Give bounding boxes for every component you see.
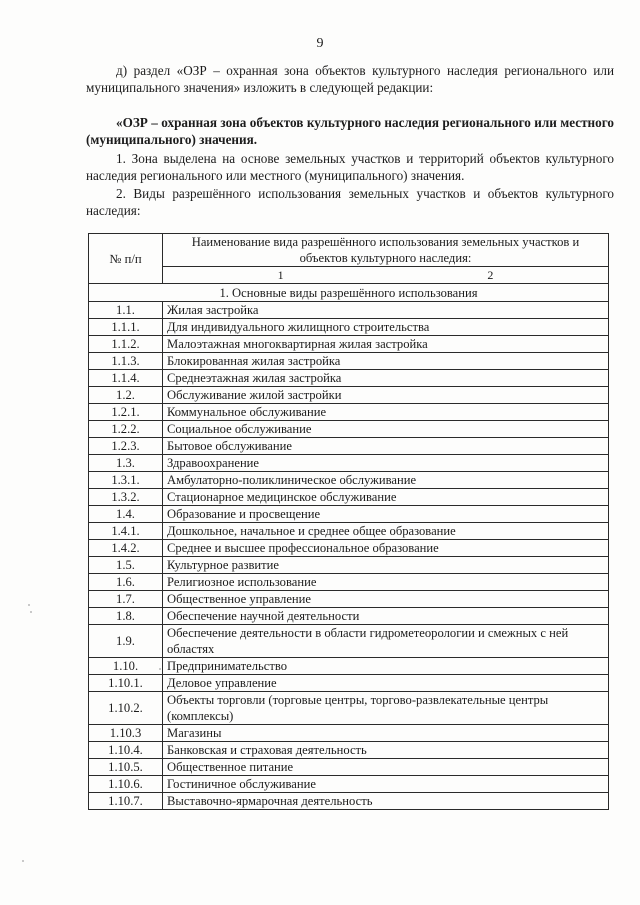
- row-name: Обеспечение деятельности в области гидрометеорологии и смежных с ней областях: [163, 625, 609, 658]
- row-name: Предпринимательство: [163, 658, 609, 675]
- row-number: 1.10.2.: [89, 692, 163, 725]
- table-row: [89, 608, 609, 625]
- paragraph-point-1: 1. Зона выделена на основе земельных участков и территорий объектов культурного наследия регионального или местного (муниципального) значения.: [86, 151, 614, 183]
- row-name: Для индивидуального жилищного строительства: [163, 319, 609, 336]
- row-name: Социальное обслуживание: [163, 421, 609, 438]
- row-name: Дошкольное, начальное и среднее общее образование: [163, 523, 609, 540]
- page-number: 9: [316, 36, 324, 51]
- table-row: [89, 370, 609, 387]
- row-number: 1.1.: [89, 302, 163, 319]
- table-row: [89, 336, 609, 353]
- row-number: 1.10.4.: [89, 742, 163, 759]
- row-name: Общественное питание: [163, 759, 609, 776]
- row-name: Объекты торговли (торговые центры, торгово-развлекательные центры (комплексы): [163, 692, 609, 725]
- row-name: Гостиничное обслуживание: [163, 776, 609, 793]
- row-name: Деловое управление: [163, 675, 609, 692]
- table-row: [89, 353, 609, 370]
- table-row: [89, 675, 609, 692]
- row-number: 1.3.2.: [89, 489, 163, 506]
- table-row: [89, 776, 609, 793]
- row-number: 1.1.4.: [89, 370, 163, 387]
- table-row: [89, 742, 609, 759]
- row-number: 1.3.1.: [89, 472, 163, 489]
- table-row: [89, 540, 609, 557]
- column-index-1: 1: [277, 268, 284, 282]
- table-row: [89, 404, 609, 421]
- table-row: [89, 438, 609, 455]
- table-row: [89, 387, 609, 404]
- table-header-row: [89, 234, 609, 267]
- row-name: Среднеэтажная жилая застройка: [163, 370, 609, 387]
- scan-speck: [159, 668, 161, 670]
- row-name: Здравоохранение: [163, 455, 609, 472]
- table-row: [89, 591, 609, 608]
- table-row: [89, 658, 609, 675]
- table-row: [89, 625, 609, 658]
- row-number: 1.5.: [89, 557, 163, 574]
- row-number: 1.10.: [89, 658, 163, 675]
- row-number: 1.10.1.: [89, 675, 163, 692]
- table-row: [89, 725, 609, 742]
- table-row: [89, 506, 609, 523]
- header-name: Наименование вида разрешённого использования земельных участков и объектов культурного наследия:: [163, 234, 609, 267]
- row-number: 1.9.: [89, 625, 163, 658]
- row-name: Стационарное медицинское обслуживание: [163, 489, 609, 506]
- row-number: 1.4.2.: [89, 540, 163, 557]
- table-row: [89, 557, 609, 574]
- table-row: [89, 759, 609, 776]
- row-number: 1.1.3.: [89, 353, 163, 370]
- column-index-row: [89, 267, 609, 284]
- row-number: 1.1.2.: [89, 336, 163, 353]
- row-name: Обслуживание жилой застройки: [163, 387, 609, 404]
- table-row: [89, 489, 609, 506]
- row-name: Коммунальное обслуживание: [163, 404, 609, 421]
- row-number: 1.2.1.: [89, 404, 163, 421]
- row-number: 1.1.1.: [89, 319, 163, 336]
- row-name: Жилая застройка: [163, 302, 609, 319]
- row-name: Блокированная жилая застройка: [163, 353, 609, 370]
- table-row: [89, 421, 609, 438]
- row-number: 1.8.: [89, 608, 163, 625]
- row-name: Среднее и высшее профессиональное образование: [163, 540, 609, 557]
- zone-title: «ОЗР – охранная зона объектов культурного наследия регионального или местного (муниципального) значения.: [86, 115, 614, 147]
- section-title: 1. Основные виды разрешённого использования: [89, 284, 609, 302]
- section-row: [89, 284, 609, 302]
- row-number: 1.2.: [89, 387, 163, 404]
- table-row: [89, 472, 609, 489]
- row-number: 1.10.5.: [89, 759, 163, 776]
- row-number: 1.7.: [89, 591, 163, 608]
- row-name: Амбулаторно-поликлиническое обслуживание: [163, 472, 609, 489]
- row-name: Выставочно-ярмарочная деятельность: [163, 793, 609, 810]
- table-row: [89, 455, 609, 472]
- row-name: Обеспечение научной деятельности: [163, 608, 609, 625]
- row-name: Малоэтажная многоквартирная жилая застройка: [163, 336, 609, 353]
- row-number: 1.3.: [89, 455, 163, 472]
- row-name: Культурное развитие: [163, 557, 609, 574]
- header-num: № п/п: [89, 234, 163, 284]
- row-name: Образование и просвещение: [163, 506, 609, 523]
- table-row: [89, 302, 609, 319]
- row-number: 1.10.3: [89, 725, 163, 742]
- paragraph-point-2: 2. Виды разрешённого использования земельных участков и объектов культурного наследия:: [86, 186, 614, 218]
- table-row: [89, 692, 609, 725]
- row-number: 1.2.3.: [89, 438, 163, 455]
- row-name: Общественное управление: [163, 591, 609, 608]
- table-row: [89, 574, 609, 591]
- table-row: [89, 793, 609, 810]
- column-index-cell: [163, 267, 609, 284]
- row-number: 1.4.1.: [89, 523, 163, 540]
- row-number: 1.4.: [89, 506, 163, 523]
- row-number: 1.10.6.: [89, 776, 163, 793]
- table-row: [89, 319, 609, 336]
- row-name: Бытовое обслуживание: [163, 438, 609, 455]
- row-name: Магазины: [163, 725, 609, 742]
- land-use-table: [88, 233, 609, 810]
- paragraph-item-d: д) раздел «ОЗР – охранная зона объектов культурного наследия регионального или муниципального значения» изложить в следующей редакции:: [86, 63, 614, 95]
- row-name: Религиозное использование: [163, 574, 609, 591]
- table-row: [89, 523, 609, 540]
- row-number: 1.10.7.: [89, 793, 163, 810]
- row-name: Банковская и страховая деятельность: [163, 742, 609, 759]
- row-number: 1.2.2.: [89, 421, 163, 438]
- scan-speck: [28, 604, 30, 606]
- column-index-2: 2: [487, 268, 494, 282]
- row-number: 1.6.: [89, 574, 163, 591]
- scan-speck: [22, 860, 24, 862]
- scan-speck: [30, 611, 32, 613]
